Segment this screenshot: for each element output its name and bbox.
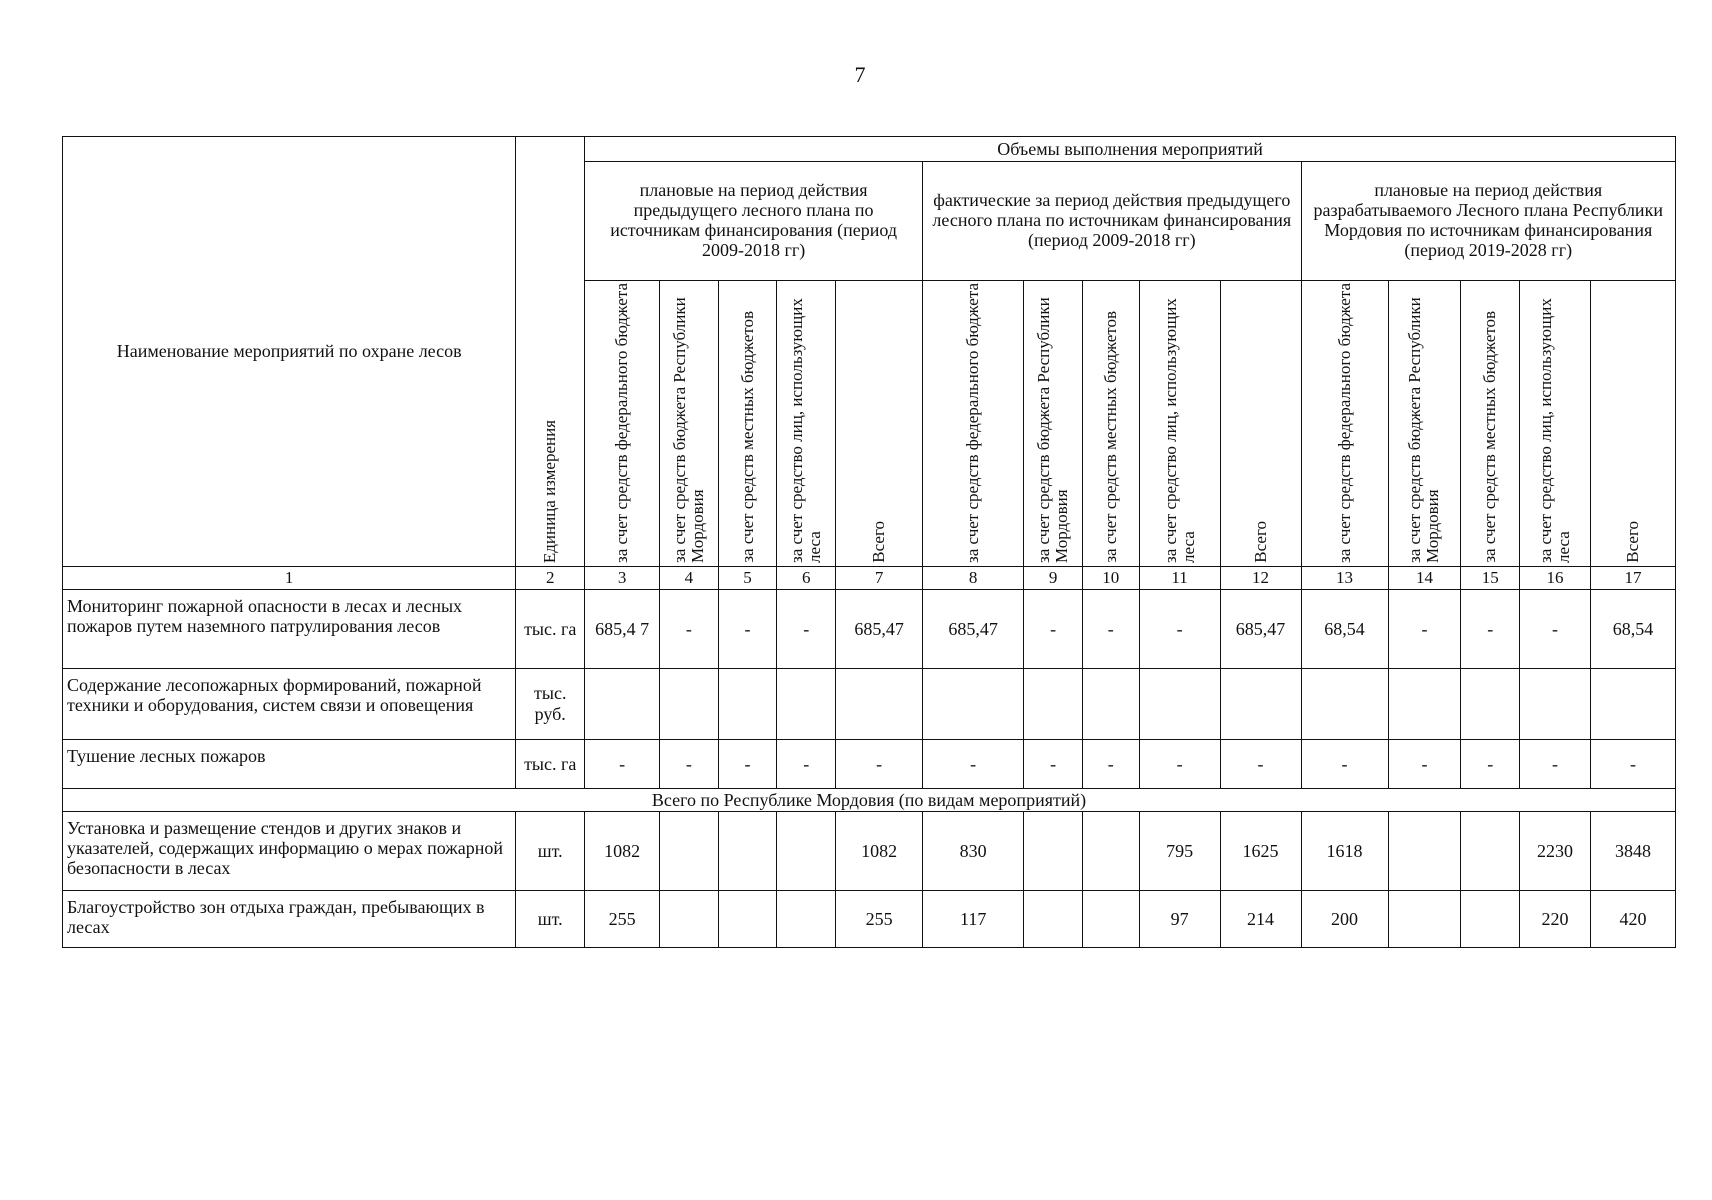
value-cell: - <box>923 740 1024 789</box>
value-cell: 200 <box>1301 891 1388 948</box>
unit-of-measure: тыс. га <box>516 590 585 669</box>
value-cell: 685,47 <box>836 590 923 669</box>
table-row <box>63 740 1676 789</box>
value-cell <box>1388 812 1461 891</box>
unit-of-measure: тыс. руб. <box>516 669 585 740</box>
value-cell: - <box>836 740 923 789</box>
column-number: 16 <box>1520 567 1591 590</box>
value-cell: - <box>1139 590 1220 669</box>
table-row <box>63 812 1676 891</box>
header-unit-col: Единица измерения <box>516 137 585 567</box>
value-cell: - <box>777 740 836 789</box>
header-name-col: Наименование мероприятий по охране лесов <box>63 137 516 567</box>
subheader-g1-4: за счет средство лиц, использующих леса <box>777 281 836 567</box>
activity-name: Содержание лесопожарных формирований, пожарной техники и оборудования, систем связи и оповещения <box>63 669 516 740</box>
value-cell: 117 <box>923 891 1024 948</box>
subheader-g1-1: за счет средств федерального бюджета <box>585 281 660 567</box>
subheader-g3-2: за счет средств бюджета Республики Мордовия <box>1388 281 1461 567</box>
forest-protection-table <box>62 136 1676 948</box>
header-group-planned-prev: плановые на период действия предыдущего лесного плана по источникам финансирования (период 2009-2018 гг) <box>585 162 923 281</box>
column-number: 3 <box>585 567 660 590</box>
column-number: 11 <box>1139 567 1220 590</box>
column-number: 7 <box>836 567 923 590</box>
value-cell <box>718 669 777 740</box>
value-cell: 830 <box>923 812 1024 891</box>
value-cell <box>923 669 1024 740</box>
activity-name: Благоустройство зон отдыха граждан, пребывающих в лесах <box>63 891 516 948</box>
value-cell <box>1461 812 1520 891</box>
activity-name: Установка и размещение стендов и других знаков и указателей, содержащих информацию о мерах пожарной безопасности в лесах <box>63 812 516 891</box>
value-cell: 97 <box>1139 891 1220 948</box>
header-group-planned-new: плановые на период действия разрабатываемого Лесного плана Республики Мордовия по источникам финансирования (период 2019-2028 гг) <box>1301 162 1675 281</box>
value-cell: - <box>1590 740 1675 789</box>
column-number: 17 <box>1590 567 1675 590</box>
value-cell: - <box>1082 590 1139 669</box>
value-cell: - <box>585 740 660 789</box>
table-row <box>63 669 1676 740</box>
value-cell <box>777 812 836 891</box>
column-number: 10 <box>1082 567 1139 590</box>
value-cell <box>1388 669 1461 740</box>
value-cell <box>660 669 719 740</box>
value-cell: 255 <box>836 891 923 948</box>
value-cell: - <box>1220 740 1301 789</box>
subheader-g1-3: за счет средств местных бюджетов <box>718 281 777 567</box>
value-cell <box>1520 669 1591 740</box>
value-cell: - <box>1024 590 1083 669</box>
subheader-g2-5: Всего <box>1220 281 1301 567</box>
column-number: 6 <box>777 567 836 590</box>
value-cell <box>718 812 777 891</box>
value-cell: - <box>1388 590 1461 669</box>
value-cell: 2230 <box>1520 812 1591 891</box>
column-number: 15 <box>1461 567 1520 590</box>
value-cell: - <box>1301 740 1388 789</box>
column-number: 8 <box>923 567 1024 590</box>
page-number: 7 <box>854 62 866 87</box>
value-cell: 795 <box>1139 812 1220 891</box>
unit-of-measure: тыс. га <box>516 740 585 789</box>
value-cell: - <box>718 590 777 669</box>
activity-name: Тушение лесных пожаров <box>63 740 516 789</box>
value-cell: - <box>1082 740 1139 789</box>
value-cell: - <box>777 590 836 669</box>
activity-name: Мониторинг пожарной опасности в лесах и лесных пожаров путем наземного патрулирования лесов <box>63 590 516 669</box>
value-cell: - <box>1139 740 1220 789</box>
value-cell <box>777 891 836 948</box>
value-cell <box>1139 669 1220 740</box>
value-cell: - <box>660 740 719 789</box>
subheader-g3-4: за счет средство лиц, использующих леса <box>1520 281 1591 567</box>
subheader-g3-3: за счет средств местных бюджетов <box>1461 281 1520 567</box>
column-number: 13 <box>1301 567 1388 590</box>
value-cell: 420 <box>1590 891 1675 948</box>
column-number: 1 <box>63 567 516 590</box>
value-cell: 1625 <box>1220 812 1301 891</box>
value-cell: - <box>1024 740 1083 789</box>
subheader-g2-3: за счет средств местных бюджетов <box>1082 281 1139 567</box>
value-cell: 685,4 7 <box>585 590 660 669</box>
subheader-g1-5: Всего <box>836 281 923 567</box>
column-number: 9 <box>1024 567 1083 590</box>
value-cell <box>1024 812 1083 891</box>
value-cell <box>1082 812 1139 891</box>
value-cell <box>718 891 777 948</box>
header-volumes: Объемы выполнения мероприятий <box>585 137 1676 162</box>
value-cell: 255 <box>585 891 660 948</box>
value-cell <box>1082 669 1139 740</box>
table-row <box>63 891 1676 948</box>
value-cell <box>660 812 719 891</box>
section-title: Всего по Республике Мордовия (по видам мероприятий) <box>63 789 1676 812</box>
value-cell: - <box>1520 740 1591 789</box>
column-number: 12 <box>1220 567 1301 590</box>
value-cell: - <box>718 740 777 789</box>
value-cell <box>1461 891 1520 948</box>
value-cell <box>1220 669 1301 740</box>
value-cell: - <box>660 590 719 669</box>
value-cell: 68,54 <box>1590 590 1675 669</box>
value-cell: 214 <box>1220 891 1301 948</box>
value-cell: 1082 <box>836 812 923 891</box>
value-cell: 220 <box>1520 891 1591 948</box>
subheader-g3-1: за счет средств федерального бюджета <box>1301 281 1388 567</box>
value-cell: 1082 <box>585 812 660 891</box>
column-number: 14 <box>1388 567 1461 590</box>
value-cell: 1618 <box>1301 812 1388 891</box>
unit-of-measure: шт. <box>516 812 585 891</box>
unit-of-measure: шт. <box>516 891 585 948</box>
value-cell: - <box>1388 740 1461 789</box>
value-cell <box>1461 669 1520 740</box>
value-cell <box>660 891 719 948</box>
value-cell: - <box>1461 740 1520 789</box>
column-number: 5 <box>718 567 777 590</box>
value-cell <box>1024 891 1083 948</box>
value-cell: - <box>1461 590 1520 669</box>
table-row <box>63 590 1676 669</box>
column-number: 4 <box>660 567 719 590</box>
subheader-g1-2: за счет средств бюджета Республики Мордовия <box>660 281 719 567</box>
value-cell: 68,54 <box>1301 590 1388 669</box>
subheader-g2-1: за счет средств федерального бюджета <box>923 281 1024 567</box>
subheader-g3-5: Всего <box>1590 281 1675 567</box>
value-cell <box>1301 669 1388 740</box>
value-cell <box>836 669 923 740</box>
value-cell: - <box>1520 590 1591 669</box>
value-cell <box>1082 891 1139 948</box>
value-cell <box>585 669 660 740</box>
column-number: 2 <box>516 567 585 590</box>
value-cell <box>1590 669 1675 740</box>
subheader-g2-4: за счет средство лиц, использующих леса <box>1139 281 1220 567</box>
value-cell: 685,47 <box>923 590 1024 669</box>
subheader-g2-2: за счет средств бюджета Республики Мордовия <box>1024 281 1083 567</box>
value-cell <box>777 669 836 740</box>
value-cell <box>1024 669 1083 740</box>
header-group-actual-prev: фактические за период действия предыдущего лесного плана по источникам финансирования (период 2009-2018 гг) <box>923 162 1301 281</box>
value-cell: 685,47 <box>1220 590 1301 669</box>
value-cell <box>1388 891 1461 948</box>
value-cell: 3848 <box>1590 812 1675 891</box>
